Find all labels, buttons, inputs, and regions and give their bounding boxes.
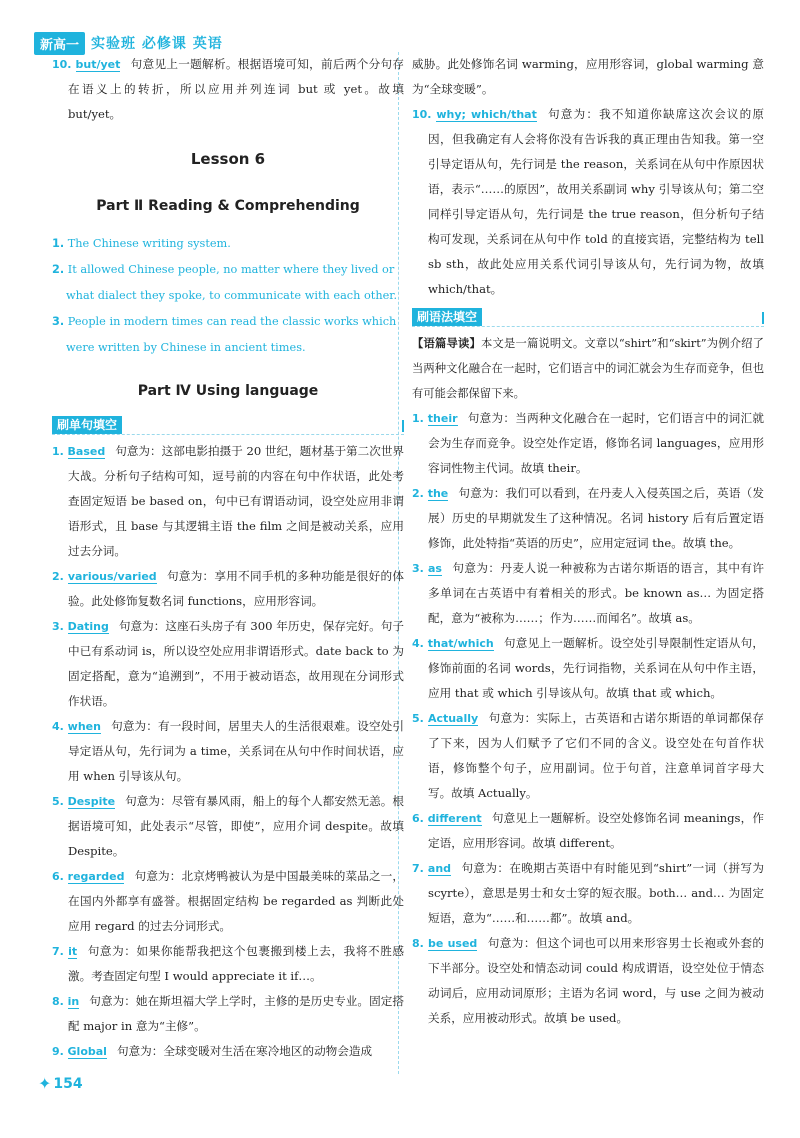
- continued-text: 威胁。此处修饰名词 warming，应用形容词，global warming 意为“全球变暖”。: [412, 57, 764, 96]
- page-number: [38, 1074, 83, 1093]
- explanation: 句意为：这座石头房子有 300 年历史，保存完好。句子中已有系动词 is，所以设空处应用非谓语形式。date back to 为固定搭配，意为“追溯到”，不用于被动语态，故用现在分词形式作状语。: [68, 619, 404, 708]
- explanation: 句意为：这部电影拍摄于 20 世纪，题材基于第二次世界大战。分析句子结构可知，逗号前的内容在句中作状语，此处考查固定短语 be based on，句中已有谓语动词，设空处应用非谓语形式，且 base 与其逻辑主语 the film 之间是被动关系，应用过去分词。: [68, 444, 405, 558]
- answer-text: It allowed Chinese people, no matter where they lived or what dialect they spoke, to communicate with each other.: [66, 263, 398, 302]
- answer: regarded: [67, 870, 125, 883]
- item-number: 2.: [412, 487, 424, 500]
- list-item: [412, 706, 764, 806]
- explanation: 句意为：实际上，古英语和古诺尔斯语的单词都保存了下来，因为人们赋予了它们不同的含义。设空处在句首作状语，修饰整个句子，应用副词。位于句首，注意单词首字母大写。故填 Actually。: [428, 711, 764, 800]
- section-end-mark: [762, 312, 764, 324]
- answer-text: People in modern times can read the classic works which were written by Chinese in ancient times.: [66, 315, 397, 354]
- answer: in: [67, 995, 80, 1008]
- explanation: 句意为：有一段时间，居里夫人的生活很艰难。设空处引导定语从句，先行词为 a time，关系词在从句中作时间状语，应用 when 引导该从句。: [68, 719, 404, 783]
- answer: the: [427, 487, 449, 500]
- explanation: 句意为：北京烤鸭被认为是中国最美味的菜品之一，在国内外都享有盛誉。根据固定结构 be regarded as 判断此处应用 regard 的过去分词形式。: [68, 869, 404, 933]
- item-number: 1.: [52, 445, 64, 458]
- answer: different: [427, 812, 482, 825]
- item-number: 10.: [412, 108, 432, 121]
- list-item: [52, 714, 404, 789]
- explanation: 句意为：我们可以看到，在丹麦人入侵英国之后，英语（发展）历史的早期就发生了这种情况。名词 history 后有后置定语修饰，此处特指“英语的历史”，应用定冠词 the。故填 the。: [428, 486, 764, 550]
- header-tag: 新高一: [34, 32, 85, 55]
- list-item: [412, 102, 764, 302]
- answer: and: [427, 862, 452, 875]
- reading-answer: [52, 231, 404, 257]
- left-column: [52, 52, 404, 1064]
- item-number: 6.: [412, 812, 424, 825]
- list-item: [412, 556, 764, 631]
- right-column: [412, 52, 764, 1031]
- item-number: 4.: [412, 637, 424, 650]
- reading-answer: [52, 309, 404, 361]
- answer: that/which: [427, 637, 494, 650]
- item-number: 2.: [52, 570, 64, 583]
- list-item: [52, 614, 404, 714]
- item-number: 5.: [52, 795, 64, 808]
- list-item: [52, 989, 404, 1039]
- list-item: [412, 931, 764, 1031]
- section-header: [412, 308, 764, 327]
- answer: when: [67, 720, 101, 733]
- explanation: 句意为：我不知道你缺席这次会议的原因，但我确定有人会将你没有告诉我的真正理由告知我。第一空引导定语从句，先行词是 the reason，关系词在从句中作原因状语，表示“……的原因”，故用关系副词 why 引导该从句；第二空同样引导定语从句，先行词是 the true reason，但分析句子结构可发现，关系词在从句中作 told 的直接宾语，完整结构为 tell sb sth，故此处应用关系代词引导该从句，先行词为物，故填 which/that。: [428, 107, 765, 296]
- explanation: 句意见上一题解析。设空处修饰名词 meanings，作定语，应用形容词。故填 different。: [428, 811, 764, 850]
- explanation: 句意为：她在斯坦福大学上学时，主修的是历史专业。固定搭配 major in 意为“主修”。: [68, 994, 404, 1033]
- section-header: [52, 416, 404, 435]
- answer: Based: [67, 445, 106, 458]
- item-number: 1.: [412, 412, 424, 425]
- explanation: 句意见上一题解析。根据语境可知，前后两个分句存在语义上的转折，所以应用并列连词 but 或 yet。故填 but/yet。: [68, 57, 404, 121]
- page-number-text: 154: [53, 1075, 83, 1092]
- item-number: 2.: [52, 263, 65, 276]
- list-item: [412, 631, 764, 706]
- item-number: 10.: [52, 58, 72, 71]
- explanation: 句意为：如果你能帮我把这个包裹搬到楼上去，我将不胜感激。考查固定句型 I would appreciate it if…。: [68, 944, 404, 983]
- list-item: [52, 1039, 404, 1064]
- list-item: [52, 864, 404, 939]
- item-number: 7.: [412, 862, 424, 875]
- item-number: 1.: [52, 237, 65, 250]
- explanation: 句意为：丹麦人说一种被称为古诺尔斯语的语言，其中有许多单词在古英语中有着相关的形式。be known as… 为固定搭配，意为“被称为……；作为……而闻名”。故填 as。: [428, 561, 764, 625]
- list-item: [412, 806, 764, 856]
- list-item: [52, 789, 404, 864]
- item-number: 4.: [52, 720, 64, 733]
- explanation: 句意为：尽管有暴风雨，船上的每个人都安然无恙。根据语境可知，此处表示“尽管，即使”，应用介词 despite。故填 Despite。: [68, 794, 404, 858]
- explanation: 句意为：但这个词也可以用来形容男士长袍或外套的下半部分。设空处和情态动词 could 构成谓语，设空处位于情态动词后，应用动词原形；主语为名词 word，与 use 之间为被动关系，应用被动形式。故填 be used。: [428, 936, 764, 1025]
- answer: Global: [67, 1045, 107, 1058]
- answer: as: [427, 562, 442, 575]
- answer: Despite: [67, 795, 116, 808]
- item-number: 3.: [52, 620, 64, 633]
- sparkle-icon: ✦: [38, 1074, 52, 1093]
- answer: their: [427, 412, 458, 425]
- item-number: 5.: [412, 712, 424, 725]
- list-item: [412, 856, 764, 931]
- header-title: 实验班 必修课 英语: [91, 36, 223, 52]
- list-item: [52, 564, 404, 614]
- section-tag: 刷语法填空: [412, 308, 482, 326]
- list-item: [412, 481, 764, 556]
- section-tag: 刷单句填空: [52, 416, 122, 434]
- list-item: [412, 406, 764, 481]
- answer: Actually: [427, 712, 479, 725]
- lesson-title: Lesson 6: [190, 150, 266, 168]
- list-item: [52, 939, 404, 989]
- part-title: Part Ⅳ Using language: [137, 383, 319, 399]
- section-end-mark: [402, 420, 404, 432]
- answer: but/yet: [75, 58, 121, 71]
- answer: various/varied: [67, 570, 157, 583]
- explanation: 句意见上一题解析。设空处引导限制性定语从句，修饰前面的名词 words，先行词指物，关系词在从句中作主语，应用 that 或 which 引导该从句。故填 that 或 which。: [428, 636, 764, 700]
- part-title: Part Ⅱ Reading & Comprehending: [96, 198, 360, 214]
- passage-guide: [412, 331, 764, 406]
- answer: it: [68, 945, 78, 958]
- guide-text: 本文是一篇说明文。文章以“shirt”和“skirt”为例介绍了当两种文化融合在一起时，它们语言中的词汇就会为生存而竞争，但也有可能会都保留下来。: [412, 337, 764, 400]
- item-number: 8.: [412, 937, 424, 950]
- item-number: 3.: [412, 562, 424, 575]
- reading-answer: [52, 257, 404, 309]
- answer: why; which/that: [436, 108, 537, 121]
- explanation: 句意为：享用不同手机的多种功能是很好的体验。此处修饰复数名词 functions，应用形容词。: [68, 569, 404, 608]
- item-number: 8.: [52, 995, 64, 1008]
- explanation: 句意为：当两种文化融合在一起时，它们语言中的词汇就会为生存而竞争。设空处作定语，修饰名词 languages，应用形容词性物主代词。故填 their。: [428, 411, 764, 475]
- explanation: 句意为：全球变暖对生活在寒冷地区的动物会造成: [116, 1044, 373, 1058]
- answer-text: The Chinese writing system.: [67, 237, 231, 250]
- page-header: [34, 32, 223, 54]
- item-number: 7.: [52, 945, 64, 958]
- list-item: [52, 52, 404, 127]
- guide-label: 【语篇导读】: [412, 337, 481, 350]
- list-item: [52, 439, 404, 564]
- item-number: 3.: [52, 315, 65, 328]
- answer: Dating: [67, 620, 109, 633]
- explanation: 句意为：在晚期古英语中有时能见到“shirt”一词（拼写为 scyrte），意思是男士和女士穿的短衣服。both… and… 为固定短语，意为“……和……都”。故填 and。: [428, 861, 765, 925]
- item-number: 9.: [52, 1045, 64, 1058]
- item-number: 6.: [52, 870, 64, 883]
- answer: be used: [427, 937, 478, 950]
